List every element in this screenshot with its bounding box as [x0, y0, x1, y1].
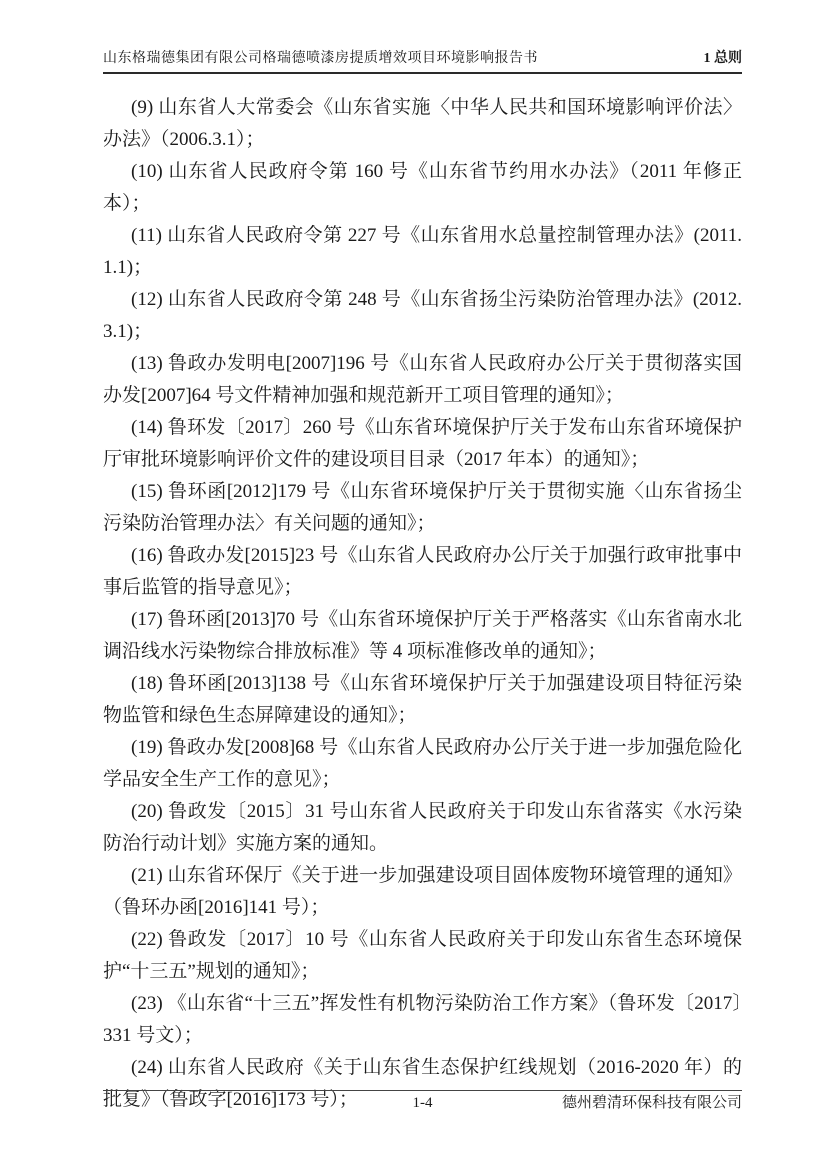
document-body: [103, 92, 742, 1116]
list-item: (22) 鲁政发〔2017〕10 号《山东省人民政府关于印发山东省生态环境保护“十三五”规划的通知》；: [103, 929, 742, 982]
list-item: (15) 鲁环函[2012]179 号《山东省环境保护厅关于贯彻实施〈山东省扬尘污染防治管理办法〉有关问题的通知》；: [103, 481, 742, 534]
list-item: (21) 山东省环保厅《关于进一步加强建设项目固体废物环境管理的通知》（鲁环办函[2016]141 号）；: [103, 865, 742, 918]
header-section-label: 1 总则: [703, 51, 742, 66]
list-item: (20) 鲁政发〔2015〕31 号山东省人民政府关于印发山东省落实《水污染防治行动计划》实施方案的通知。: [103, 801, 742, 854]
list-item: (18) 鲁环函[2013]138 号《山东省环境保护厅关于加强建设项目特征污染物监管和绿色生态屏障建设的通知》；: [103, 673, 742, 726]
list-item: (19) 鲁政办发[2008]68 号《山东省人民政府办公厅关于进一步加强危险化学品安全生产工作的意见》；: [103, 737, 742, 790]
page-header: [103, 50, 742, 74]
list-item: (11) 山东省人民政府令第 227 号《山东省用水总量控制管理办法》(2011.1.1)；: [103, 225, 742, 278]
page-number: 1-4: [412, 1095, 433, 1111]
list-item: (14) 鲁环发〔2017〕260 号《山东省环境保护厅关于发布山东省环境保护厅审批环境影响评价文件的建设项目目录（2017 年本）的通知》；: [103, 417, 742, 470]
header-document-title: 山东格瑞德集团有限公司格瑞德喷漆房提质增效项目环境影响报告书: [103, 51, 538, 66]
list-item: (24) 山东省人民政府《关于山东省生态保护红线规划（2016-2020 年）的批复》（鲁政字[2016]173 号）；: [103, 1057, 742, 1110]
list-item: (10) 山东省人民政府令第 160 号《山东省节约用水办法》（2011 年修正本）；: [103, 161, 742, 214]
list-item: (17) 鲁环函[2013]70 号《山东省环境保护厅关于严格落实《山东省南水北调沿线水污染物综合排放标准》等 4 项标准修改单的通知》；: [103, 609, 742, 662]
list-item: (23) 《山东省“十三五”挥发性有机物污染防治工作方案》（鲁环发〔2017〕331 号文）；: [103, 993, 742, 1046]
list-item: (12) 山东省人民政府令第 248 号《山东省扬尘污染防治管理办法》(2012.3.1)；: [103, 289, 742, 342]
list-item: (9) 山东省人大常委会《山东省实施〈中华人民共和国环境影响评价法〉办法》（2006.3.1）；: [103, 97, 742, 150]
page-footer: [103, 1090, 742, 1115]
list-item: (16) 鲁政办发[2015]23 号《山东省人民政府办公厅关于加强行政审批事中事后监管的指导意见》；: [103, 545, 742, 598]
footer-company-name: 德州碧清环保科技有限公司: [561, 1095, 742, 1111]
list-item: (13) 鲁政办发明电[2007]196 号《山东省人民政府办公厅关于贯彻落实国办发[2007]64 号文件精神加强和规范新开工项目管理的通知》；: [103, 353, 742, 406]
